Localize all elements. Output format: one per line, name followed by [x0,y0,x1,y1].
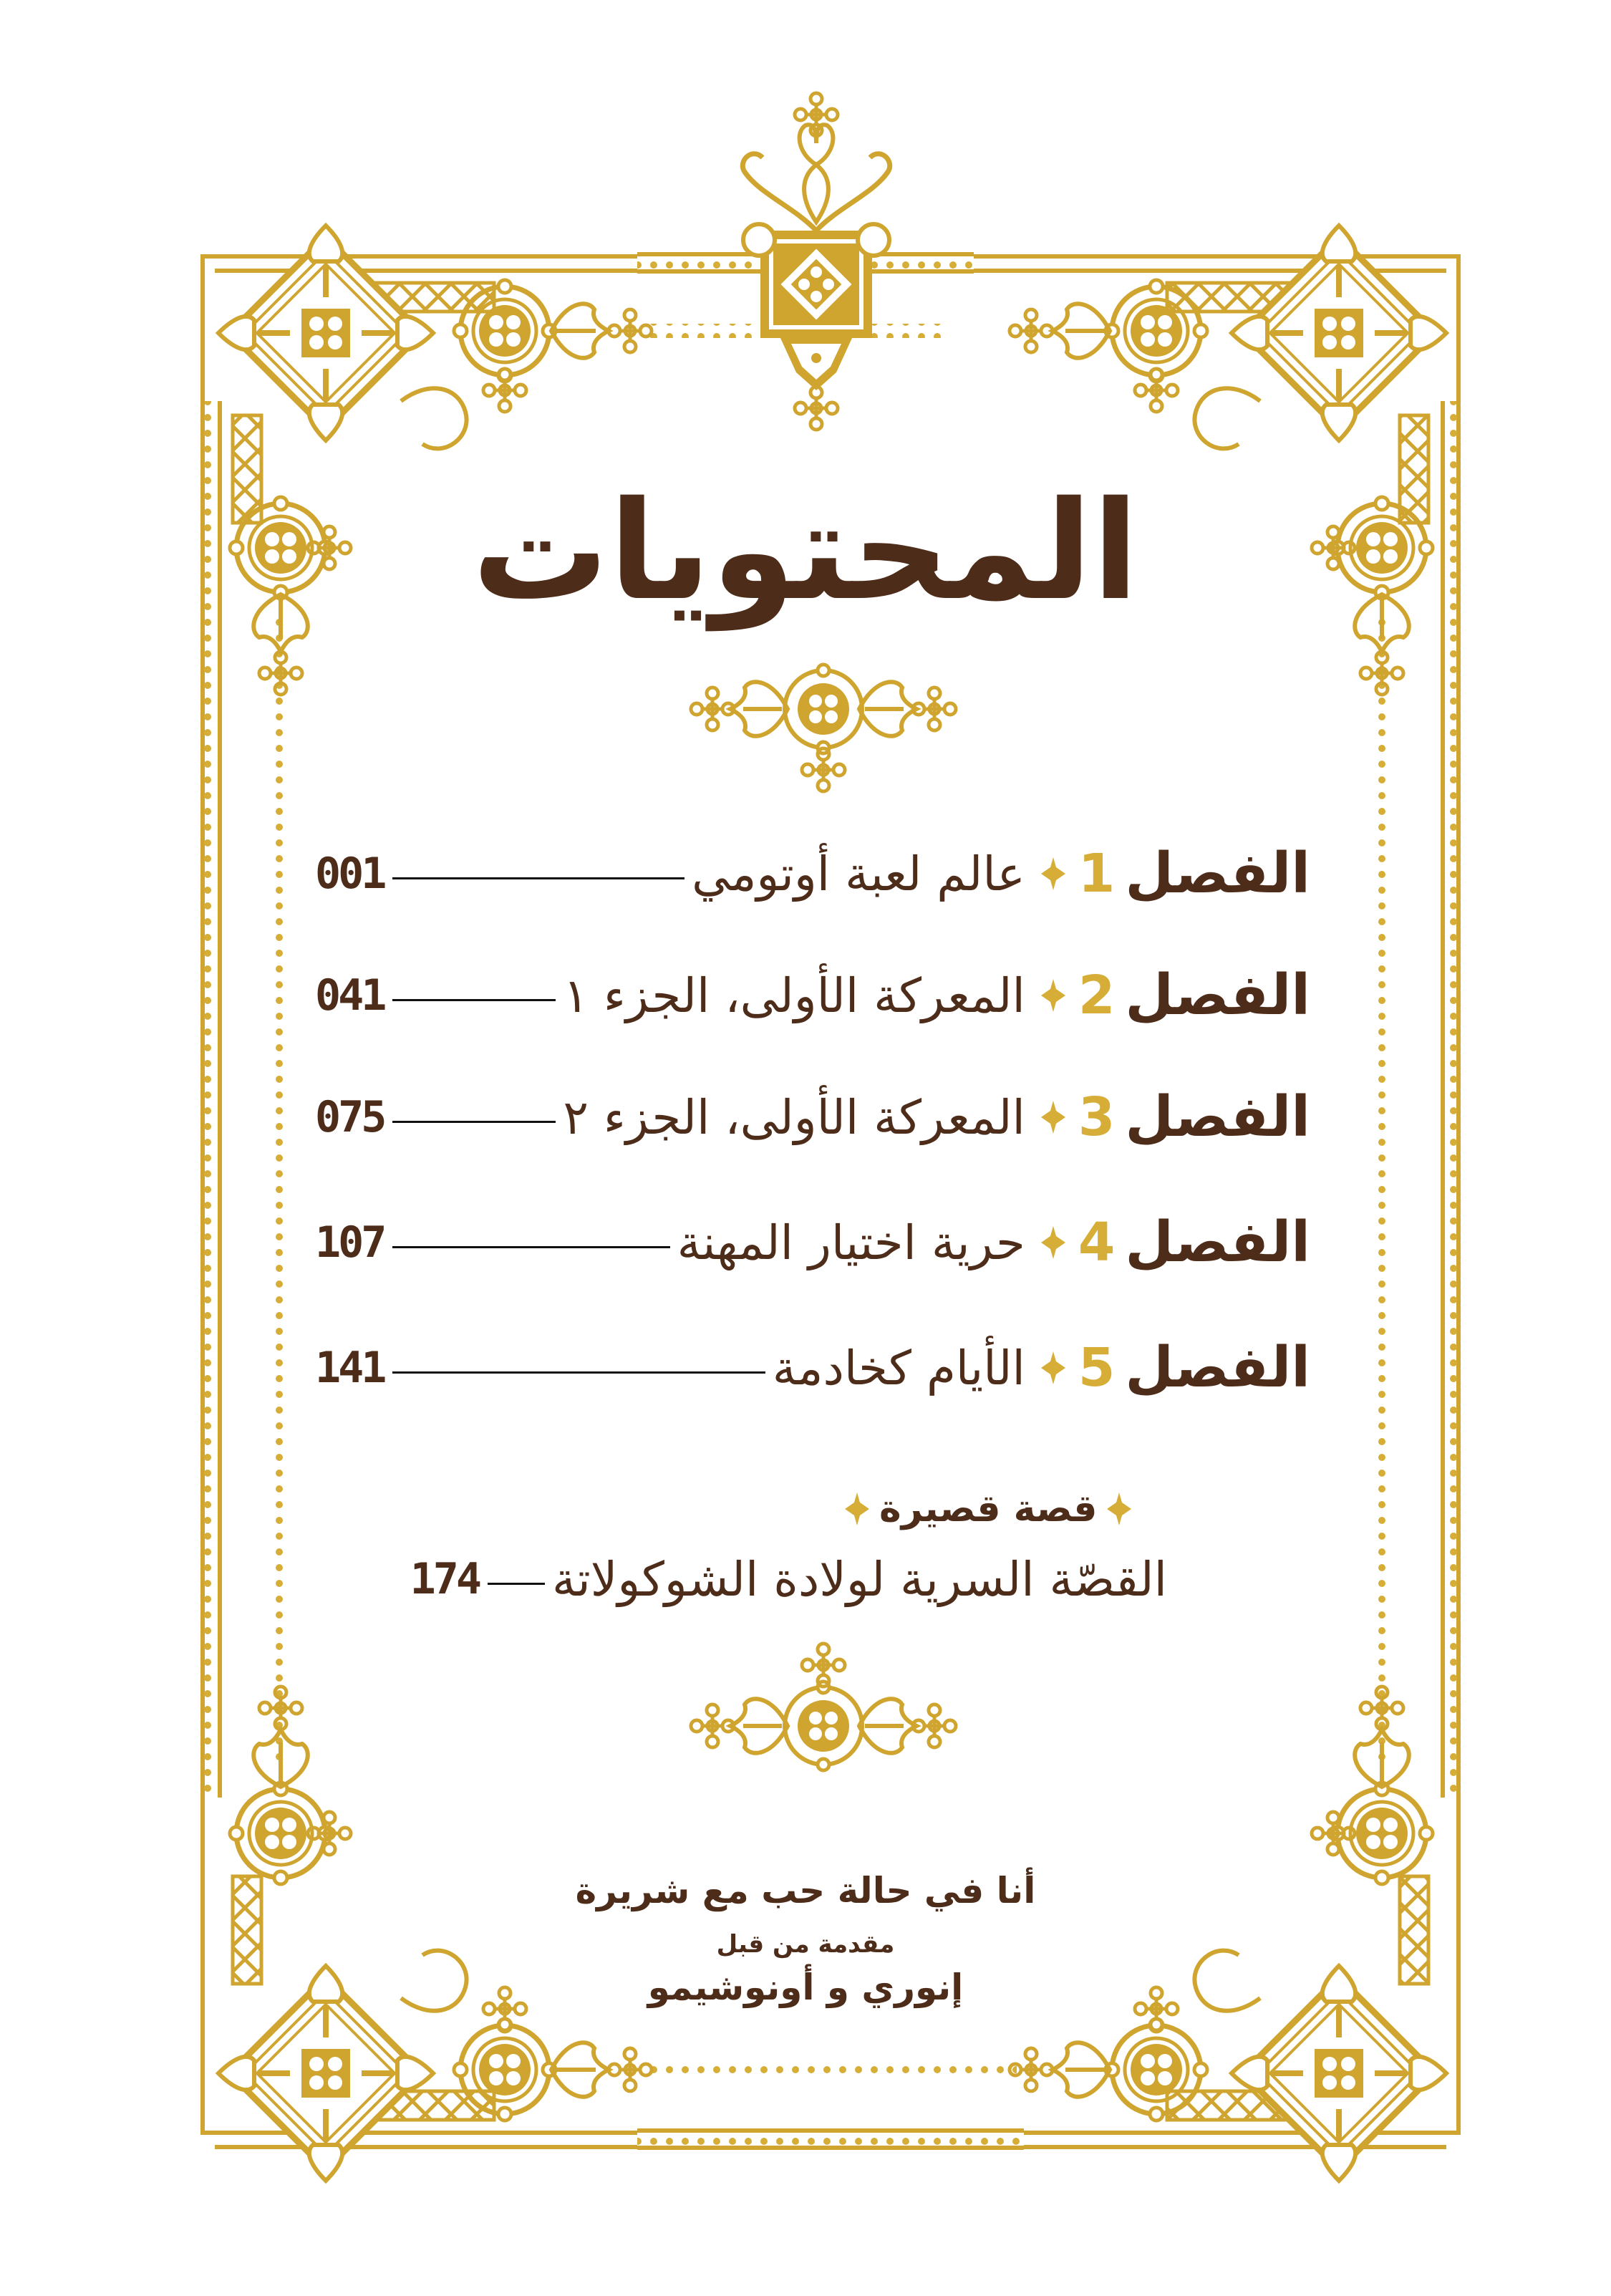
gold-cross-bullet-icon [845,1492,869,1525]
gold-cross-bullet-icon [1041,857,1065,890]
page-number: 041 [315,970,384,1021]
toc-entry-chapter-3[interactable] [315,1071,1310,1164]
toc-entry-chapter-5[interactable] [315,1321,1310,1414]
chapter-title: الأيام كخادمة [772,1340,1025,1396]
presented-by-label: مقدمة من قبل [716,1930,895,1959]
credits-names: إنوري و أونوشيمو [647,1967,964,2008]
chapter-label: الفصل [1125,841,1310,906]
gold-cross-bullet-icon [1041,1226,1065,1259]
chapter-label: الفصل [1125,1210,1310,1275]
page-title: المحتويات [472,472,1139,630]
toc-entry-chapter-1[interactable] [315,827,1310,920]
title-divider-ornament [691,665,956,791]
gold-cross-bullet-icon [1041,1101,1065,1134]
page-number: 107 [315,1217,384,1268]
chapter-number: 1 [1078,843,1116,905]
chapter-number: 3 [1078,1086,1116,1148]
gold-cross-bullet-icon [1041,979,1065,1012]
toc-entry-short-story[interactable] [337,1533,1167,1626]
chapter-label: الفصل [1125,1336,1310,1400]
chapter-number: 5 [1078,1337,1116,1399]
chapter-label: الفصل [1125,963,1310,1028]
chapter-number: 2 [1078,965,1116,1026]
leader-line [392,877,684,879]
chapter-title: عالم لعبة أوتومي [692,846,1025,902]
short-story-heading [845,1477,1131,1541]
toc-entry-chapter-2[interactable] [315,949,1310,1042]
short-story-title: القصّة السرية لولادة الشوكولاتة [551,1551,1167,1607]
gold-cross-bullet-icon [1107,1492,1131,1525]
page-number: 174 [410,1554,479,1604]
bottom-divider-ornament [691,1644,956,1770]
leader-line [392,1121,556,1123]
leader-line [392,1371,765,1374]
leader-line [392,1246,669,1248]
top-crest-ornament [742,93,889,430]
chapter-title: المعركة الأولى، الجزء ١ [563,968,1025,1023]
page-number: 075 [315,1092,384,1142]
page-number: 141 [315,1343,384,1393]
book-title: أنا في حالة حب مع شريرة [575,1870,1036,1911]
leader-line [488,1583,545,1585]
page-number: 001 [315,849,384,899]
gold-cross-bullet-icon [1041,1351,1065,1384]
toc-entry-chapter-4[interactable] [315,1196,1310,1289]
chapter-title: حرية اختيار المهنة [677,1215,1025,1270]
chapter-label: الفصل [1125,1085,1310,1149]
chapter-number: 4 [1078,1212,1116,1273]
chapter-title: المعركة الأولى، الجزء ٢ [563,1089,1025,1145]
leader-line [392,999,556,1001]
short-story-label: قصة قصيرة [879,1487,1098,1530]
